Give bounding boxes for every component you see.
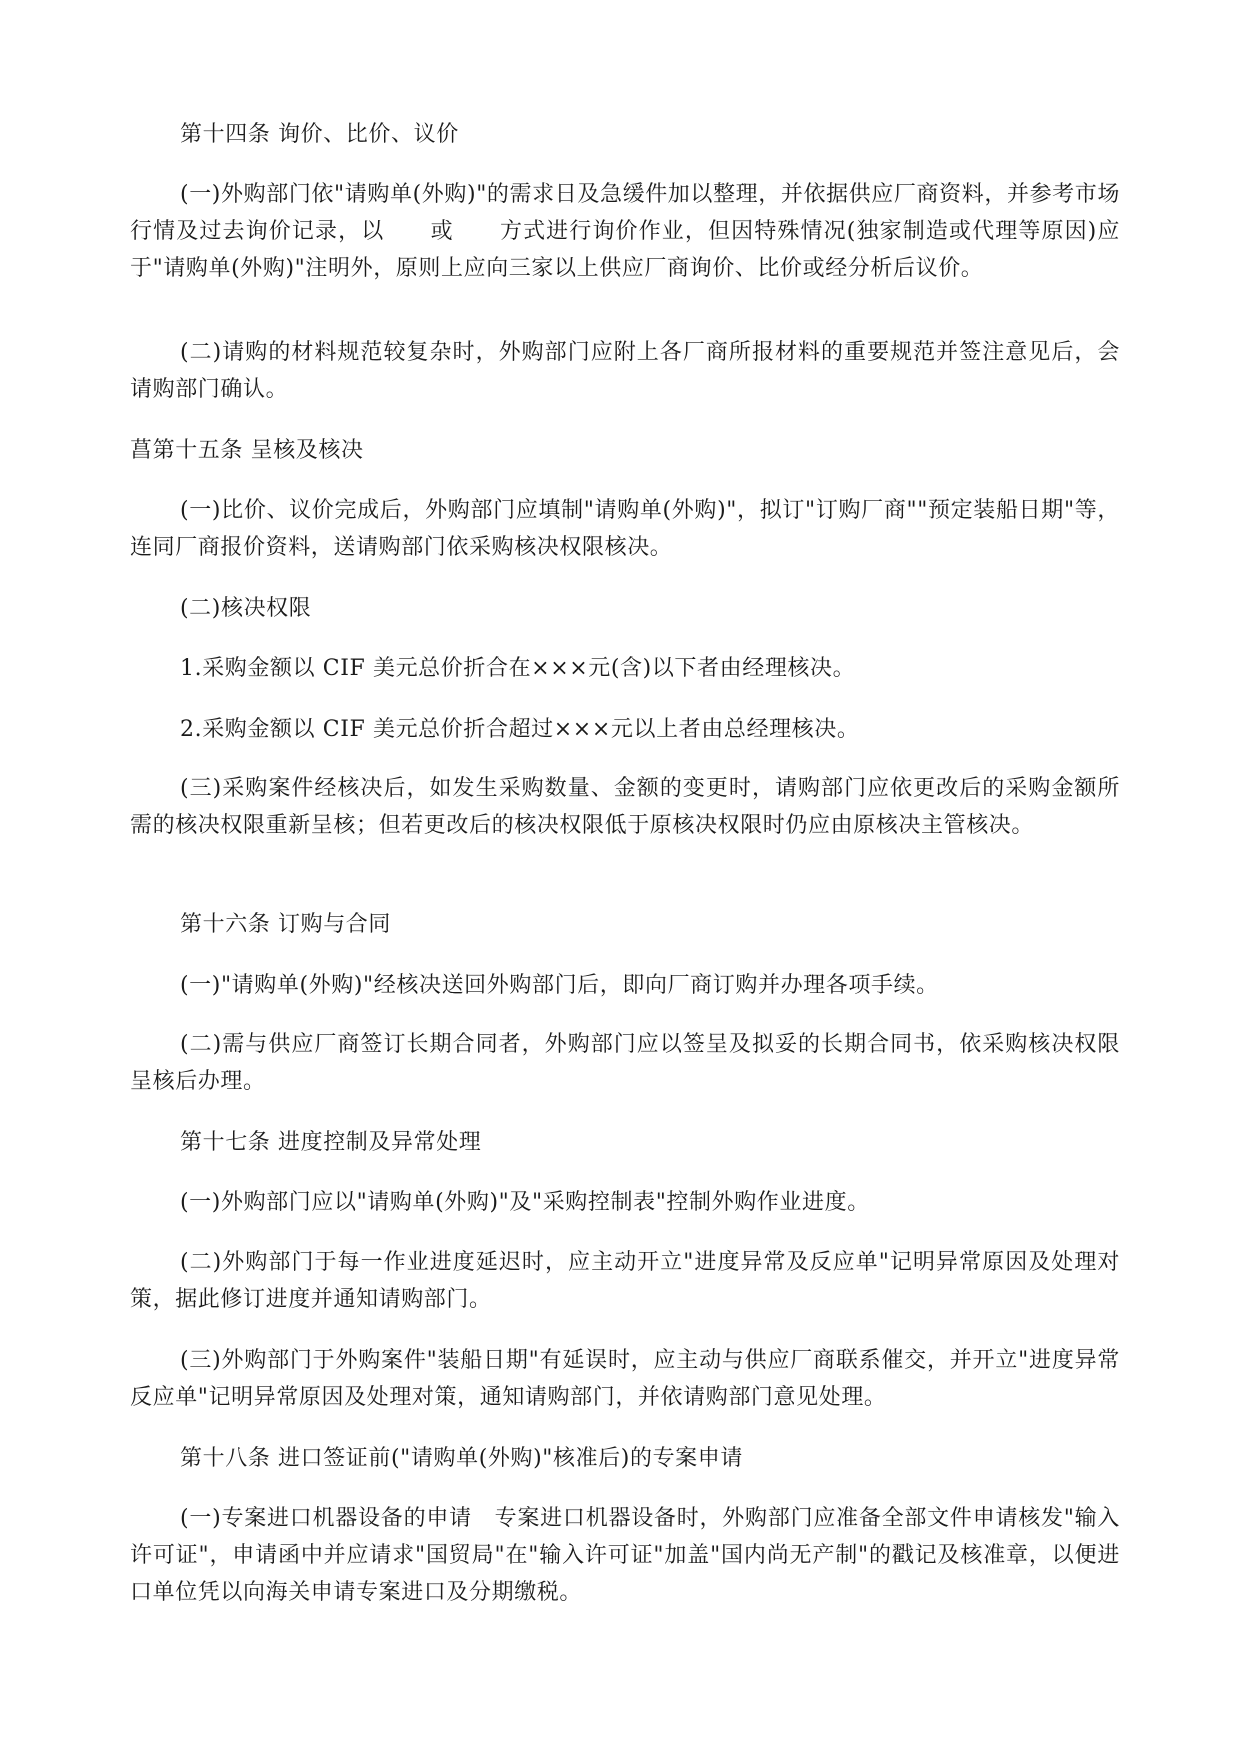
article-14-item-1: (一)外购部门依"请购单(外购)"的需求日及急缓件加以整理，并依据供应厂商资料，并参考市场行情及过去询价记录，以 或 方式进行询价作业，但因特殊情况(独家制造或代理等原因)应于"请购单(外购)"注明外，原则上应向三家以上供应厂商询价、比价或经分析后议价。 bbox=[130, 182, 1120, 281]
article-15-rule-2: 2.采购金额以 CIF 美元总价折合超过×××元以上者由总经理核决。 bbox=[180, 717, 860, 742]
article-16-item-2: (二)需与供应厂商签订长期合同者，外购部门应以签呈及拟妥的长期合同书，依采购核决权限呈核后办理。 bbox=[130, 1032, 1120, 1094]
article-16-heading: 第十六条 订购与合同 bbox=[180, 912, 391, 937]
article-15-heading: 菖第十五条 呈核及核决 bbox=[130, 438, 364, 463]
article-14-heading: 第十四条 询价、比价、议价 bbox=[180, 122, 459, 147]
article-17-heading: 第十七条 进度控制及异常处理 bbox=[180, 1130, 482, 1155]
article-18-item-1: (一)专案进口机器设备的申请 专案进口机器设备时，外购部门应准备全部文件申请核发"输入许可证"，申请函中并应请求"国贸局"在"输入许可证"加盖"国内尚无产制"的戳记及核准章，以便进口单位凭以向海关申请专案进口及分期缴税。 bbox=[130, 1506, 1120, 1605]
article-15-item-3: (三)采购案件经核决后，如发生采购数量、金额的变更时，请购部门应依更改后的采购金额所需的核决权限重新呈核；但若更改后的核决权限低于原核决权限时仍应由原核决主管核决。 bbox=[130, 776, 1120, 838]
article-15-item-2: (二)核决权限 bbox=[180, 596, 312, 621]
article-17-item-2: (二)外购部门于每一作业进度延迟时，应主动开立"进度异常及反应单"记明异常原因及处理对策，据此修订进度并通知请购部门。 bbox=[130, 1250, 1120, 1312]
article-17-item-3: (三)外购部门于外购案件"装船日期"有延误时，应主动与供应厂商联系催交，并开立"进度异常反应单"记明异常原因及处理对策，通知请购部门，并依请购部门意见处理。 bbox=[130, 1348, 1120, 1410]
article-15-rule-1: 1.采购金额以 CIF 美元总价折合在×××元(含)以下者由经理核决。 bbox=[180, 656, 856, 681]
article-16-item-1: (一)"请购单(外购)"经核决送回外购部门后，即向厂商订购并办理各项手续。 bbox=[180, 973, 939, 998]
article-14-item-2: (二)请购的材料规范较复杂时，外购部门应附上各厂商所报材料的重要规范并签注意见后，会请购部门确认。 bbox=[130, 340, 1120, 402]
article-17-item-1: (一)外购部门应以"请购单(外购)"及"采购控制表"控制外购作业进度。 bbox=[180, 1190, 870, 1215]
article-18-heading: 第十八条 进口签证前("请购单(外购)"核准后)的专案申请 bbox=[180, 1446, 743, 1471]
article-15-item-1: (一)比价、议价完成后，外购部门应填制"请购单(外购)"，拟订"订购厂商""预定装船日期"等，连同厂商报价资料，送请购部门依采购核决权限核决。 bbox=[130, 498, 1120, 560]
